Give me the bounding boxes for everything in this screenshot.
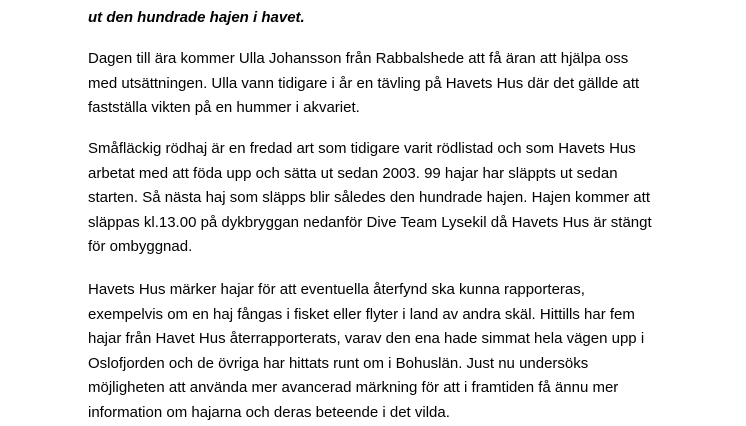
lead-line (88, 7, 305, 29)
paragraph-line: Oslofjorden och de övriga har hittats runt om i Bohuslän. Just nu undersöks (88, 354, 589, 372)
paragraph-line: exempelvis om en haj fångas i fisket eller flyter i land av andra skäl. Hittills har fem (88, 305, 635, 323)
paragraph-line: information om hajarna och deras beteende i det vilda. (88, 403, 450, 421)
paragraph-line: starten. Så nästa haj som släpps blir således den hundrade hajen. Hajen kommer att (88, 189, 650, 207)
paragraph-2 (88, 137, 678, 260)
paragraph-line: Havets Hus märker hajar för att eventuella återfynd ska kunna rapporteras, (88, 281, 585, 298)
paragraph-3 (88, 278, 678, 426)
lead-text: ut den hundrade hajen i havet. (88, 9, 305, 26)
paragraph-line: Småfläckig rödhaj är en fredad art som tidigare varit rödlistad och som Havets Hus (88, 140, 636, 157)
paragraph-1 (88, 47, 678, 121)
paragraph-line: hajar från Havet Hus återrapporterats, varav den ena hade simmat hela vägen upp i (88, 330, 645, 348)
paragraph-line: fastställa vikten på en hummer i akvariet. (88, 99, 360, 117)
paragraph-line: Dagen till ära kommer Ulla Johansson från Rabbalshede att få äran att hjälpa oss (88, 50, 629, 67)
paragraph-line: för ombyggnad. (88, 238, 193, 256)
paragraph-line: möjligheten att använda mer avancerad märkning för att i framtiden få ännu mer (88, 379, 619, 397)
paragraph-line: släppas kl.13.00 på dykbryggan nedanför Dive Team Lysekil då Havets Hus är stängt (88, 213, 652, 231)
paragraph-line: arbetat med att föda upp och sätta ut sedan 2003. 99 hajar har släppts ut sedan (88, 164, 618, 182)
paragraph-line: med utsättningen. Ulla vann tidigare i år en tävling på Havets Hus där det gällde att (88, 74, 640, 92)
